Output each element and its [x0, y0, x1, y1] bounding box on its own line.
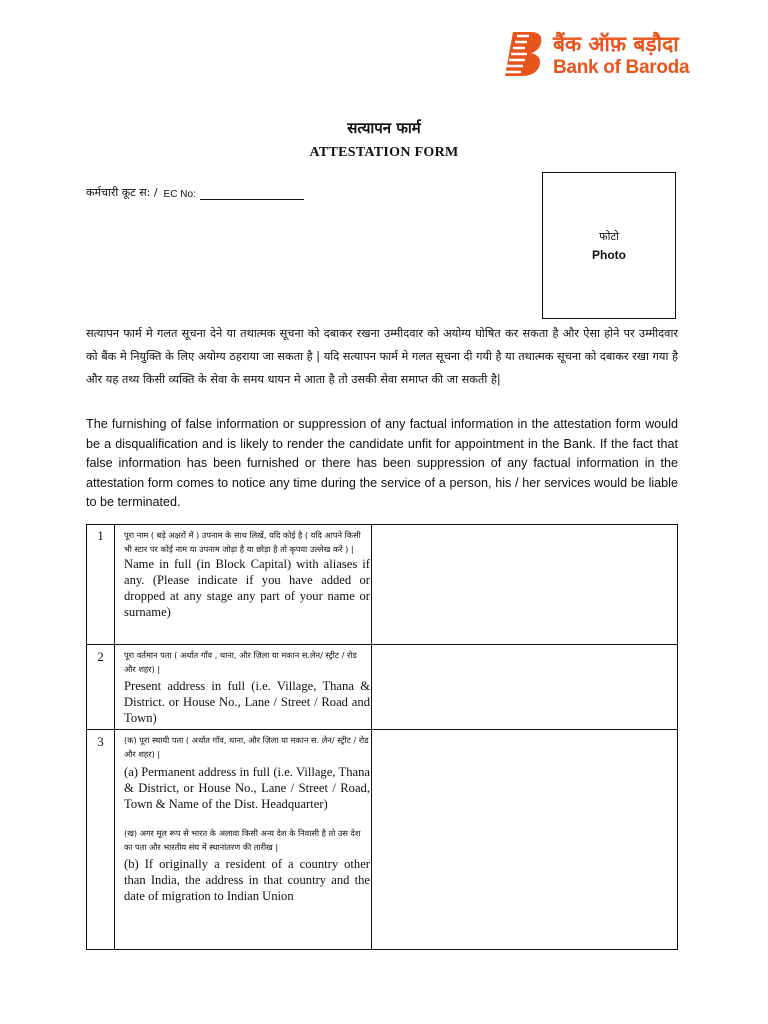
row-1-label-hindi: पूरा नाम ( बड़े अक्षरों में ) उपनाम के साथ लिखें, यदि कोई है ( यदि आपने किसी भी स्टार पर कोई नाम या उपनाम जोड़ा है या छोड़ा है तो कृपया उल्लेख करें ) |	[124, 530, 361, 554]
row-1-label	[124, 528, 370, 620]
photo-label-english: Photo	[592, 248, 626, 262]
row-1-answer-field[interactable]	[372, 525, 677, 644]
row-2-label-hindi: पूरा वर्तमान पता ( अर्थात गाँव , थाना, और ज़िला या मकान स.लेन/ स्ट्रीट / रोड और शहर) |	[124, 650, 357, 674]
bank-logo	[503, 30, 690, 80]
bank-of-baroda-logo-icon	[503, 30, 547, 78]
row-number-3: 3	[97, 734, 104, 749]
attestation-table	[86, 524, 678, 950]
ec-number-blank[interactable]	[200, 188, 304, 200]
row-number-1: 1	[97, 528, 104, 543]
notice-english: The furnishing of false information or suppression of any factual information in the attestation form would be a disqualification and is likely to render the candidate unfit for appointment in the Bank. If the fact that false information has been furnished or there has been suppression of any factual information in the attestation form comes to notice any time during the service of a person, his / her services would be liable to be terminated.	[86, 417, 678, 510]
row-3-answer-field[interactable]	[372, 730, 677, 949]
notice-hindi: सत्यापन फार्म मे गलत सूचना देने या तथात्मक सूचना को दबाकर रखना उम्मीदवार को अयोग्य घोषित कर सकता है और ऐसा होने पर उम्मीदवार को बैंक मे नियुक्ति के लिए अयोग्य ठहराया जा सकता है | यदि सत्यापन फार्म मे गलत सूचना दी गयी है या तथात्मक सूचना को दबाकर रखा गया है और यह तथ्य किसी व्यक्ति के सेवा के समय धायन मे आता है तो उसकी सेवा समाप्त की जा सकती है|	[86, 327, 678, 386]
row-3b-label-english: (b) If originally a resident of a country other than India, the address in that country and the date of migration to Indian Union	[124, 857, 370, 903]
photo-label-hindi: फोटो	[599, 230, 619, 243]
row-number-2: 2	[97, 649, 104, 664]
row-3b-label-hindi: (ख) अगर मूल रूप से भारत के अलावा किसी अन्य देश के निवासी है तो उस देश का पता और भारतीय संघ में स्थानांतरण की तारीख |	[124, 828, 361, 852]
logo-text-english: Bank of Baroda	[553, 57, 690, 78]
row-2-label	[124, 648, 370, 726]
row-3a-label-hindi: (क) पूरा स्थायी पता ( अर्थात गाँव, थाना, और ज़िला या मकान स. लेन/ स्ट्रीट / रोड और शहर) |	[124, 735, 369, 759]
ec-label-hindi: कर्मचारी कूट स: /	[86, 186, 158, 199]
row-3a-label-english: (a) Permanent address in full (i.e. Village, Thana & District, or House No., Lane / Street / Road, Town & Name of the Dist. Headquarter)	[124, 765, 370, 811]
form-title-english: ATTESTATION FORM	[309, 145, 459, 160]
ec-number-field	[86, 185, 304, 200]
form-title-hindi: सत्यापन फार्म	[347, 119, 421, 137]
column-divider-number	[114, 525, 115, 949]
row-2-answer-field[interactable]	[372, 645, 677, 729]
row-3-label	[124, 733, 370, 904]
logo-text-hindi: बैंक ऑफ़ बड़ौदा	[553, 32, 679, 56]
row-2-label-english: Present address in full (i.e. Village, Thana & District. or House No., Lane / Street / Road and Town)	[124, 679, 370, 725]
photo-box	[542, 172, 676, 319]
ec-label-english: EC No:	[163, 189, 196, 200]
row-1-label-english: Name in full (in Block Capital) with aliases if any. (Please indicate if you have added or dropped at any stage any part of your name or surname)	[124, 557, 370, 619]
